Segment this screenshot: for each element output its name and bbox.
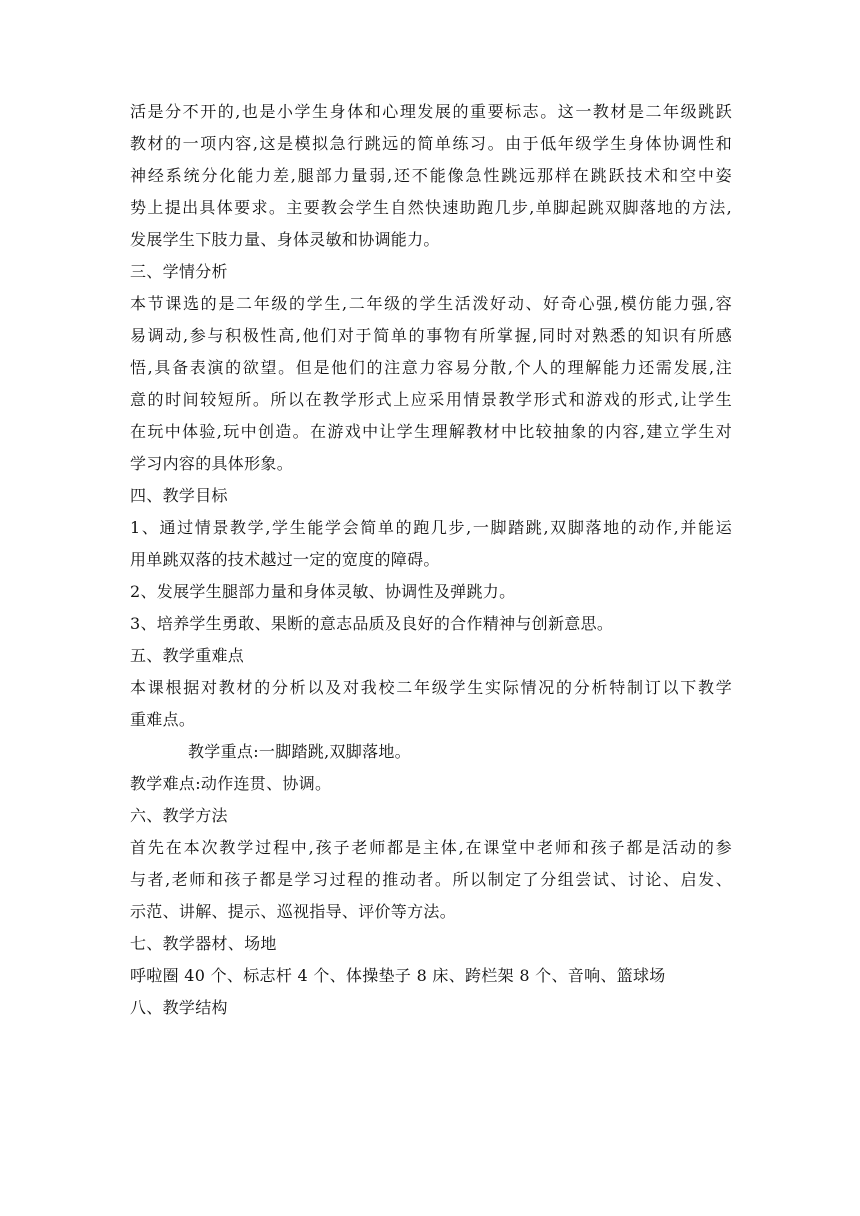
paragraph-line: 神经系统分化能力差,腿部力量弱,还不能像急性跳远那样在跳跃技术和空中姿 [130,166,732,185]
paragraph-line: 活是分不开的,也是小学生身体和心理发展的重要标志。这一教材是二年级跳跃 [130,102,732,121]
paragraph-line: 1、通过情景教学,学生能学会简单的跑几步,一脚踏跳,双脚落地的动作,并能运 [130,518,732,537]
paragraph-line: 悟,具备表演的欲望。但是他们的注意力容易分散,个人的理解能力还需发展,注 [130,358,732,377]
section-heading: 四、教学目标 [130,486,228,505]
paragraph-line: 与者,老师和孩子都是学习过程的推动者。所以制定了分组尝试、讨论、启发、 [130,870,732,889]
paragraph-line: 意的时间较短所。所以在教学形式上应采用情景教学形式和游戏的形式,让学生 [130,390,732,409]
section-heading: 七、教学器材、场地 [130,934,277,953]
section-heading: 六、教学方法 [130,806,228,825]
paragraph-line: 用单跳双落的技术越过一定的宽度的障碍。 [130,550,440,569]
paragraph-line: 发展学生下肢力量、身体灵敏和协调能力。 [130,230,440,249]
paragraph-line: 学习内容的具体形象。 [130,454,294,473]
paragraph-line: 势上提出具体要求。主要教会学生自然快速助跑几步,单脚起跳双脚落地的方法, [130,198,732,217]
paragraph-line: 示范、讲解、提示、巡视指导、评价等方法。 [130,902,457,921]
paragraph-line: 重难点。 [130,710,196,729]
section-heading: 三、学情分析 [130,262,228,281]
paragraph-line: 本课根据对教材的分析以及对我校二年级学生实际情况的分析特制订以下教学 [130,678,732,697]
paragraph-line: 2、发展学生腿部力量和身体灵敏、协调性及弹跳力。 [130,582,516,601]
paragraph-line: 首先在本次教学过程中,孩子老师都是主体,在课堂中老师和孩子都是活动的参 [130,838,732,857]
paragraph-line: 本节课选的是二年级的学生,二年级的学生活泼好动、好奇心强,模仿能力强,容 [130,294,732,313]
document-body [130,96,732,1024]
section-heading: 五、教学重难点 [130,646,245,665]
section-heading: 八、教学结构 [130,998,228,1017]
paragraph-line: 易调动,参与积极性高,他们对于简单的事物有所掌握,同时对熟悉的知识有所感 [130,326,732,345]
paragraph-line: 教学重点:一脚踏跳,双脚落地。 [188,742,411,761]
paragraph-line: 呼啦圈 40 个、标志杆 4 个、体操垫子 8 床、跨栏架 8 个、音响、篮球场 [130,966,666,985]
paragraph-line: 3、培养学生勇敢、果断的意志品质及良好的合作精神与创新意思。 [130,614,614,633]
paragraph-line: 教学难点:动作连贯、协调。 [130,774,332,793]
paragraph-line: 教材的一项内容,这是模拟急行跳远的简单练习。由于低年级学生身体协调性和 [130,134,732,153]
paragraph-line: 在玩中体验,玩中创造。在游戏中让学生理解教材中比较抽象的内容,建立学生对 [130,422,732,441]
